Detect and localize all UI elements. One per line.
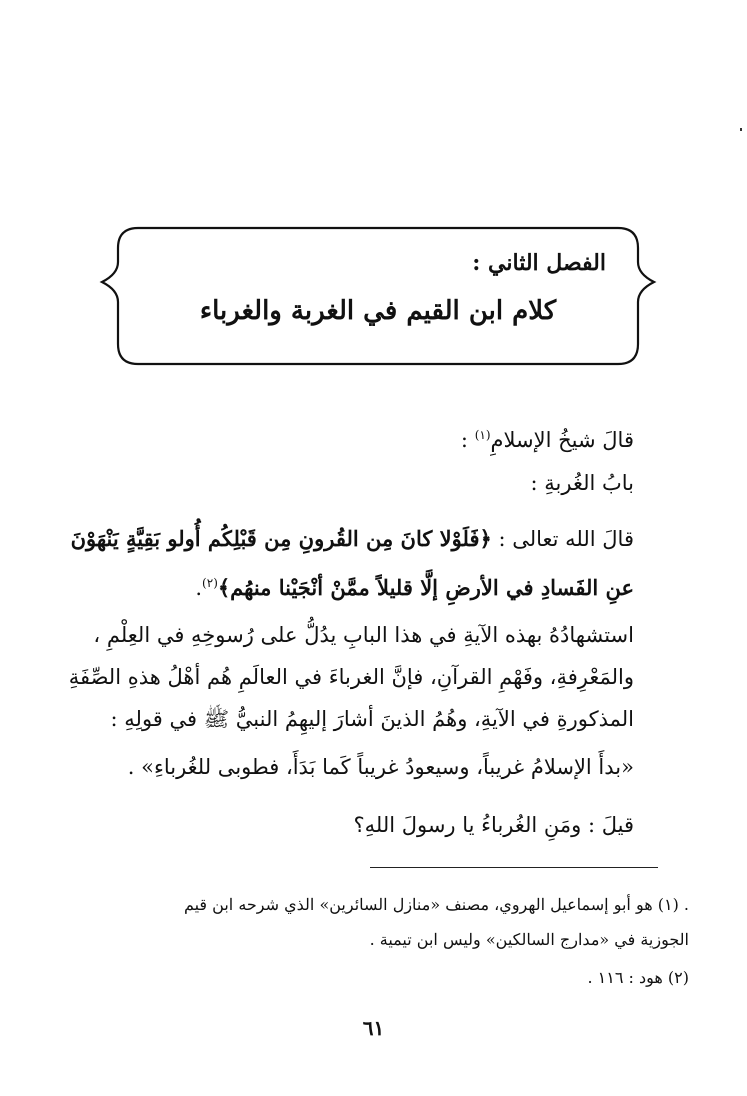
chapter-heading-frame — [98, 222, 658, 370]
footnote-1-line-2: الجوزية في «مدارج السالكين» وليس ابن تيمية . — [369, 930, 689, 949]
quran-verse-part-1: ﴿فَلَوْلا كانَ مِن القُرونِ مِن قَبْلِكُم أُولو بَقِيَّةٍ يَنْهَوْنَ — [70, 526, 492, 551]
body-line-1-text: قالَ شيخُ الإسلامِ — [490, 428, 634, 452]
chapter-title: كلام ابن القيم في الغربة والغرباء — [199, 296, 557, 326]
chapter-label: الفصل الثاني : — [472, 250, 606, 276]
body-line-5: استشهادُهُ بهذه الآيةِ في هذا البابِ يدُلُّ على رُسوخِهِ في العِلْمِ ، — [93, 623, 634, 647]
footnote-1-line-1: . (١) هو أبو إسماعيل الهروي، مصنف «منازل السائرين» الذي شرحه ابن قيم — [183, 895, 689, 914]
body-line-7: المذكورةِ في الآيةِ، وهُمُ الذينَ أشارَ إليهِمُ النبيُّ ﷺ في قولِهِ : — [110, 707, 634, 731]
quran-verse-part-2: عنِ الفَسادِ في الأرضِ إلَّا قليلاً ممَّنْ أنْجَيْنا منهُم﴾ — [217, 575, 634, 600]
body-line-4-end: . — [195, 576, 203, 600]
footnote-separator — [370, 867, 658, 868]
hadith-quote: «بدأَ الإسلامُ غريباً، وسيعودُ غريباً كَما بَدَأَ، فطوبى للغُرباءِ» . — [127, 755, 634, 779]
body-line-2: بابُ الغُربةِ : — [530, 471, 634, 495]
body-line-1 — [461, 418, 634, 457]
footnote-2: (٢) هود : ١١٦ . — [587, 968, 689, 987]
body-line-1-end: : — [460, 428, 475, 452]
body-line-3-prefix: قالَ الله تعالى : — [491, 527, 634, 551]
footnote-ref-1: (١) — [474, 428, 491, 442]
body-line-3 — [70, 522, 634, 556]
body-line-6: والمَعْرِفةِ، وفَهْمِ القرآنِ، فإنَّ الغرباءَ في العالَمِ هُم أهْلُ هذهِ الصِّفَةِ — [68, 665, 634, 689]
margin-mark — [740, 128, 742, 131]
body-line-9: قيلَ : ومَنِ الغُرباءُ يا رسولَ اللهِ؟ — [353, 813, 634, 837]
footnote-ref-2: (٢) — [202, 576, 218, 590]
body-text — [68, 418, 634, 838]
body-line-4 — [42, 566, 634, 605]
page-number: ٦١ — [362, 1016, 385, 1040]
